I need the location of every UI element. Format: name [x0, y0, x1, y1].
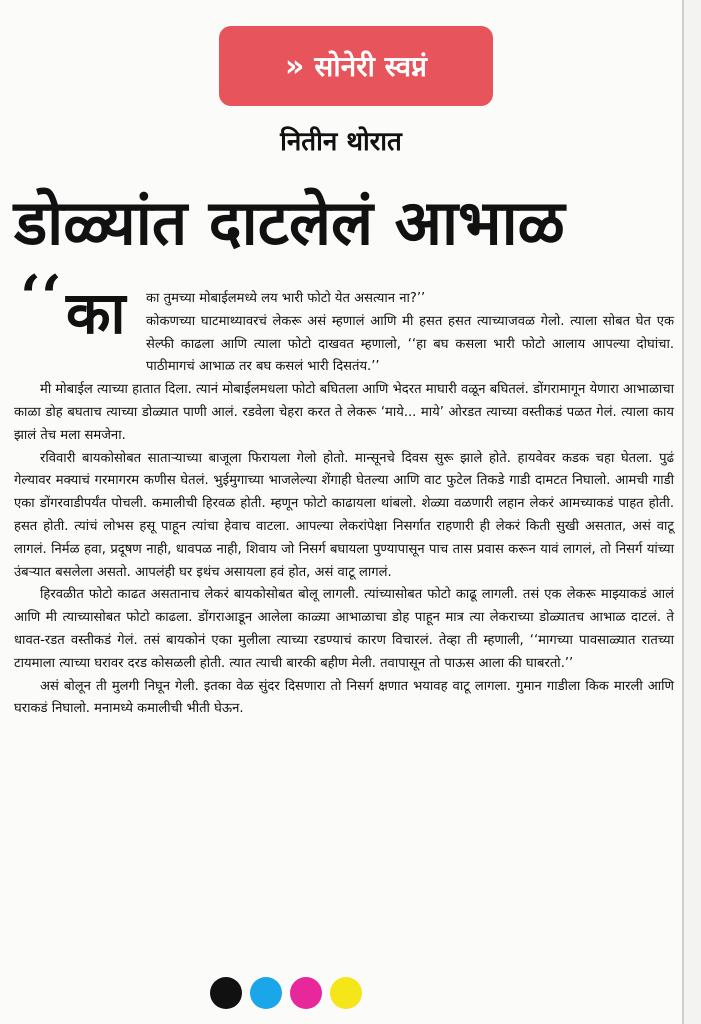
paragraph: कोकणच्या घाटमाथ्यावरचं लेकरू असं म्हणालं आणि मी हसत हसत त्याच्याजवळ गेलो. त्याला सोबत घेत एक सेल्फी काढला आणि त्याला फोटो दाखवत म्हणालो, ‘‘हा बघ कसला भारी फोटो आलाय आपल्या दोघांचा. पाठीमागचं आभाळ तर बघ कसलं भारी दिसतंय.’’: [146, 313, 674, 375]
registration-dot-yellow: [330, 977, 362, 1009]
registration-dot-black: [210, 977, 242, 1009]
section-tag-label: सोनेरी स्वप्नं: [314, 50, 427, 83]
article-body: [14, 288, 674, 721]
drop-cap: का: [66, 279, 126, 347]
registration-dot-cyan: [250, 977, 282, 1009]
double-chevron-icon: »: [285, 48, 305, 84]
paragraph: असं बोलून ती मुलगी निघून गेली. इतका वेळ सुंदर दिसणारा तो निसर्ग क्षणात भयावह वाटू लागला. गुमान गाडीला किक मारली आणि घराकडं निघालो. मनामध्ये कमालीची भीती घेऊन.: [14, 678, 674, 717]
opening-quote-mark: ‘‘: [20, 263, 62, 333]
paragraph: हिरवळीत फोटो काढत असतानाच लेकरं बायकोसोबत बोलू लागली. त्यांच्यासोबत फोटो काढू लागली. तसं एक लेकरू माझ्याकडं आलं आणि मी त्याच्यासोबत फोटो काढला. डोंगराआडून आलेला काळ्या आभाळाचा डोह पाहून मात्र त्या लेकराच्या डोळ्यातच आभाळ दाटलं. ते धावत-रडत वस्तीकडं गेलं. तसं बायकोनं एका मुलीला त्याच्या रडण्याचं कारण विचारलं. तेव्हा ती म्हणाली, ‘‘मागच्या पावसाळ्यात रातच्या टायमाला त्याच्या घरावर दरड कोसळली होती. त्यात त्याची बारकी बहीण मेली. तवापासून तो पाऊस आला की घाबरतो.’’: [14, 587, 674, 671]
registration-dot-magenta: [290, 977, 322, 1009]
paragraph: मी मोबाईल त्याच्या हातात दिला. त्यानं मोबाईलमधला फोटो बघितला आणि भेदरत माघारी वळून बघितलं. डोंगरामागून येणारा आभाळाचा काळा डोह बघताच त्याच्या डोळ्यात पाणी आलं. रडवेला चेहरा करत ते लेकरू ‘माये... माये’ ओरडत त्याच्या वस्तीकडं पळत गेलं. त्याला काय झालं तेच मला समजेना.: [14, 382, 674, 443]
paragraph: रविवारी बायकोसोबत साताऱ्याच्या बाजूला फिरायला गेलो होतो. मान्सूनचे दिवस सुरू झाले होते. हायवेवर कडक चहा घेतला. पुढं गेल्यावर मक्याचं गरमागरम कणीस घेतलं. भुईमुगाच्या भाजलेल्या शेंगाही घेतल्या आणि वाट फुटेल तिकडे गाडी दामटत निघालो. आमची गाडी एका डोंगरवाडीपर्यंत पोचली. कमालीची हिरवळ होती. म्हणून फोटो काढायला थांबलो. शेळ्या वळणारी लहान लेकरं आमच्याकडं पाहत होती. हसत होती. त्यांचं लोभस हसू पाहून त्यांचा हेवाच वाटला. आपल्या लेकरांपेक्षा निसर्गात राहणारी ही लेकरं किती सुखी असतात, असं वाटू लागलं. निर्मळ हवा, प्रदूषण नाही, धावपळ नाही, शिवाय जो निसर्ग बघायला पुण्यापासून पाच तास प्रवास करून यावं लागलं, तो निसर्ग यांच्या उंबऱ्यात बसलेला असतो. आपलंही घर इथंच असायला हवं होत, असं वाटू लागलं.: [14, 450, 674, 580]
paragraph: का तुमच्या मोबाईलमध्ये लय भारी फोटो येत असत्यान ना?’’: [146, 291, 426, 306]
author-name: नितीन थोरात: [280, 127, 402, 157]
section-tag: [219, 26, 493, 106]
article-headline: डोळ्यांत दाटलेलं आभाळ: [14, 186, 565, 259]
registration-marks: [210, 977, 362, 1009]
